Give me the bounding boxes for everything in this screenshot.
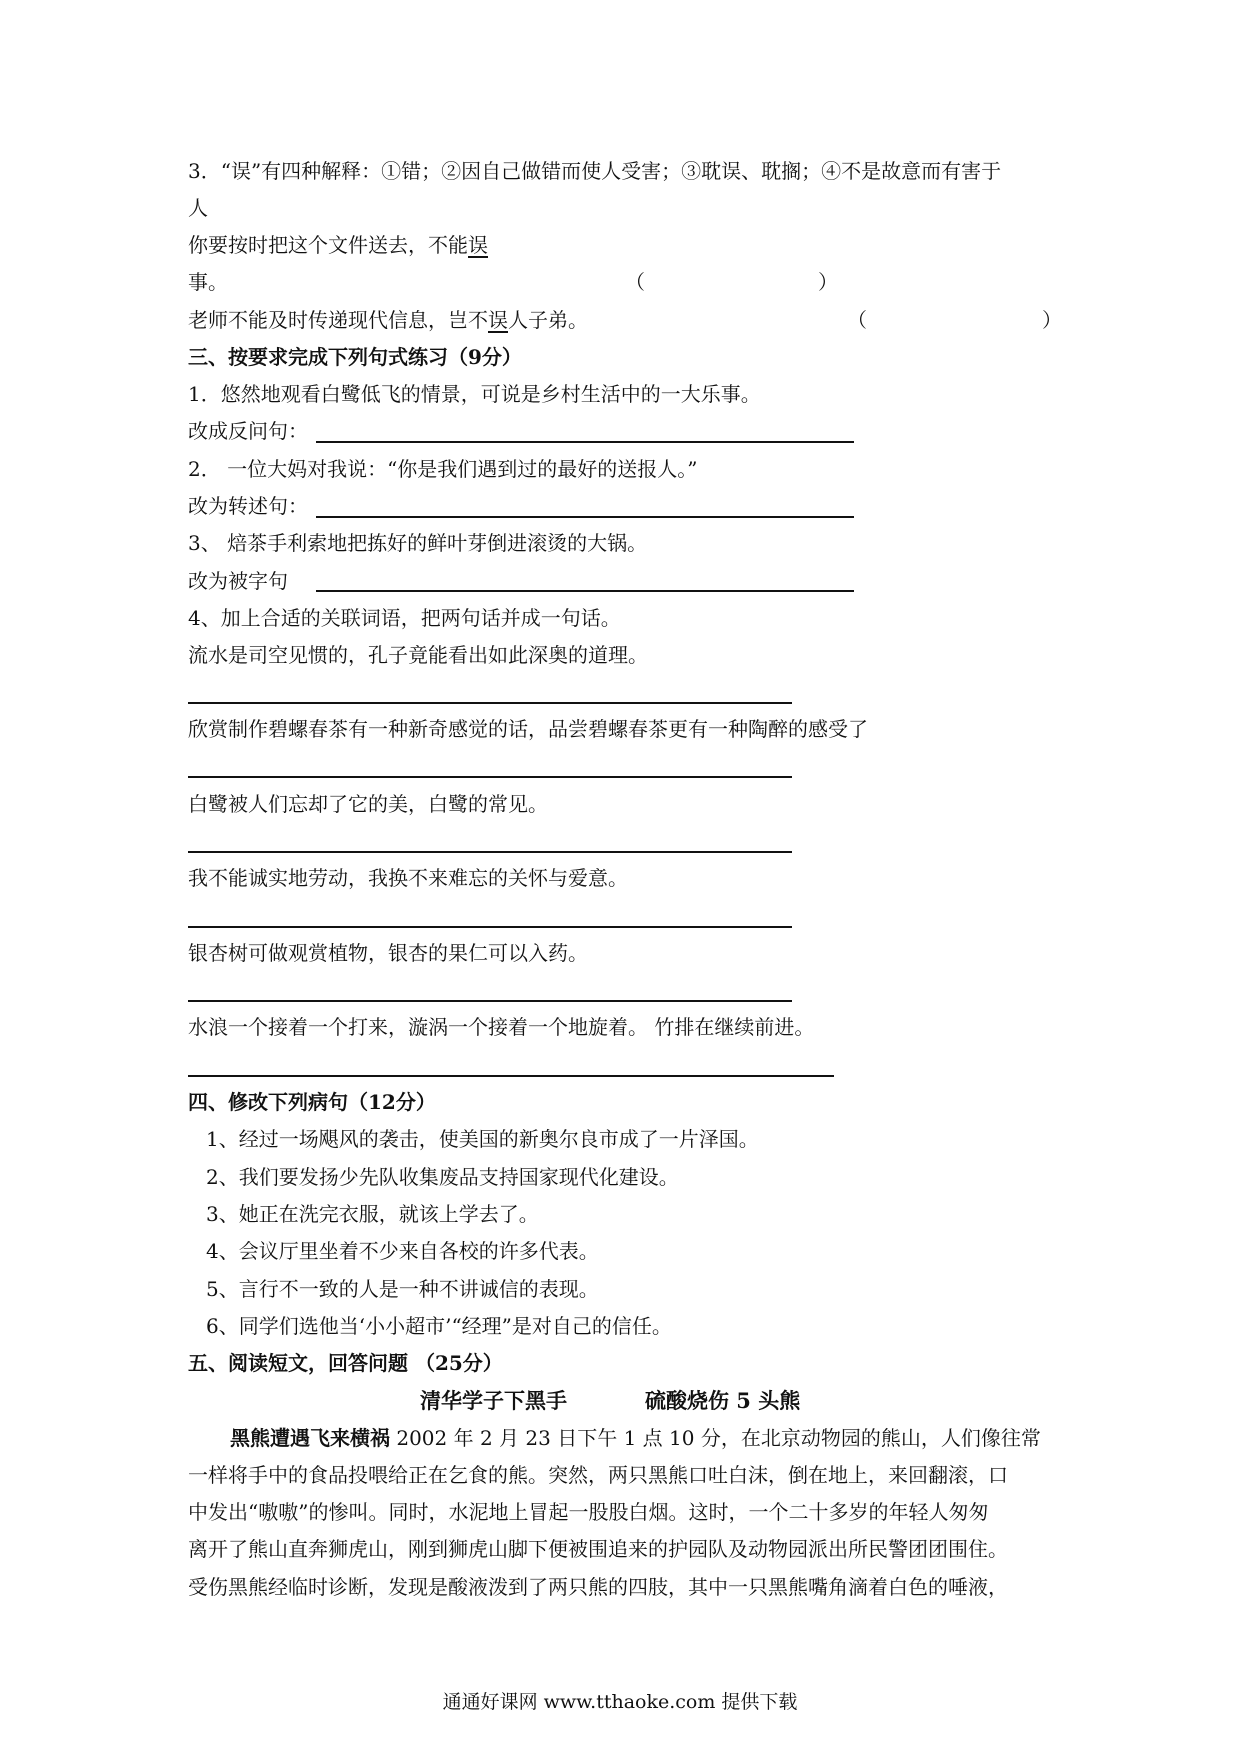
- sick-sentence-3: 3、她正在洗完衣服，就该上学去了。: [206, 1202, 539, 1226]
- q3-example2-paren-open: （: [847, 308, 867, 332]
- answer-line-2: [316, 516, 854, 518]
- article-line-1-text: 2002 年 2 月 23 日下午 1 点 10 分，在北京动物园的熊山，人们像往常: [390, 1426, 1041, 1450]
- q3-example1-text: 你要按时把这个文件送去，不能: [188, 233, 468, 257]
- q3-example2-text-end: 人子弟。: [508, 308, 588, 332]
- sick-sentence-4: 4、会议厅里坐着不少来自各校的许多代表。: [206, 1239, 599, 1263]
- sick-sentence-6: 6、同学们选他当‘小小超市’“经理”是对自己的信任。: [206, 1314, 672, 1338]
- q3-example2-underlined: 误: [488, 308, 508, 332]
- article-line-5: 受伤黑熊经临时诊断，发现是酸液泼到了两只熊的四肢，其中一只黑熊嘴角滴着白色的唾液，: [188, 1575, 1008, 1599]
- q3-example1-cont: 事。: [188, 270, 228, 294]
- sick-sentence-1: 1、经过一场飓风的袭击，使美国的新奥尔良市成了一片泽国。: [206, 1127, 759, 1151]
- q3-line2: 人: [188, 196, 208, 220]
- pair-sentence-2: 欣赏制作碧螺春茶有一种新奇感觉的话，品尝碧螺春茶更有一种陶醉的感受了: [188, 717, 868, 741]
- article-line-2: 一样将手中的食品投喂给正在乞食的熊。突然，两只黑熊口吐白沫，倒在地上，来回翻滚，口: [188, 1463, 1008, 1487]
- q3-example2-text: 老师不能及时传递现代信息，岂不: [188, 308, 488, 332]
- q3-example1-paren-close: ）: [818, 270, 838, 294]
- page-footer: 通通好课网 www.tthaoke.com 提供下载: [442, 1691, 798, 1713]
- q3-example1-paren-open: （: [625, 270, 645, 294]
- section3-item4: 4、加上合适的关联词语，把两句话并成一句话。: [188, 606, 621, 630]
- article-lead: 黑熊遭遇飞来横祸: [230, 1426, 390, 1450]
- answer-line-8: [188, 1000, 792, 1002]
- q3-example2: [188, 306, 588, 334]
- sick-sentence-2: 2、我们要发扬少先队收集废品支持国家现代化建设。: [206, 1165, 679, 1189]
- section3-item2: 2． 一位大妈对我说：“你是我们遇到过的最好的送报人。”: [188, 457, 698, 481]
- article-line-4: 离开了熊山直奔狮虎山，刚到狮虎山脚下便被围追来的护园队及动物园派出所民警团团围住。: [188, 1537, 1008, 1561]
- answer-line-9: [188, 1075, 834, 1077]
- section3-item3: 3、 焙茶手利索地把拣好的鲜叶芽倒进滚烫的大锅。: [188, 531, 648, 555]
- pair-sentence-1: 流水是司空见惯的，孔子竟能看出如此深奥的道理。: [188, 643, 648, 667]
- answer-line-4: [188, 702, 792, 704]
- section4-heading: 四、修改下列病句（12分）: [188, 1090, 436, 1114]
- sick-sentence-5: 5、言行不一致的人是一种不讲诚信的表现。: [206, 1277, 599, 1301]
- section5-heading: 五、阅读短文，回答问题 （25分）: [188, 1351, 503, 1375]
- article-line-1: [230, 1424, 1041, 1452]
- q3-example2-paren-close: ）: [1042, 308, 1062, 332]
- section3-item3-label: 改为被字句: [188, 569, 288, 593]
- answer-line-6: [188, 851, 792, 853]
- q3-line1: 3．“误”有四种解释：①错；②因自己做错而使人受害；③耽误、耽搁；④不是故意而有害于: [188, 159, 1002, 183]
- article-title-right: 硫酸烧伤 5 头熊: [645, 1388, 801, 1413]
- pair-sentence-4: 我不能诚实地劳动，我换不来难忘的关怀与爱意。: [188, 866, 628, 890]
- pair-sentence-3: 白鹭被人们忘却了它的美，白鹭的常见。: [188, 792, 548, 816]
- q3-example1: [188, 231, 488, 259]
- answer-line-7: [188, 926, 792, 928]
- pair-sentence-6: 水浪一个接着一个打来，漩涡一个接着一个地旋着。 竹排在继续前进。: [188, 1015, 815, 1039]
- answer-line-5: [188, 776, 792, 778]
- section3-item2-label: 改为转述句：: [188, 494, 308, 518]
- section3-heading: 三、按要求完成下列句式练习（9分）: [188, 345, 522, 369]
- section3-item1-label: 改成反问句：: [188, 419, 308, 443]
- article-title-left: 清华学子下黑手: [420, 1388, 567, 1413]
- pair-sentence-5: 银杏树可做观赏植物，银杏的果仁可以入药。: [188, 941, 588, 965]
- answer-line-3: [316, 590, 854, 592]
- answer-line-1: [316, 441, 854, 443]
- q3-example1-underlined: 误: [468, 233, 488, 257]
- section3-item1: 1．悠然地观看白鹭低飞的情景，可说是乡村生活中的一大乐事。: [188, 382, 761, 406]
- article-line-3: 中发出“嗷嗷”的惨叫。同时，水泥地上冒起一股股白烟。这时，一个二十多岁的年轻人匆匆: [188, 1500, 989, 1524]
